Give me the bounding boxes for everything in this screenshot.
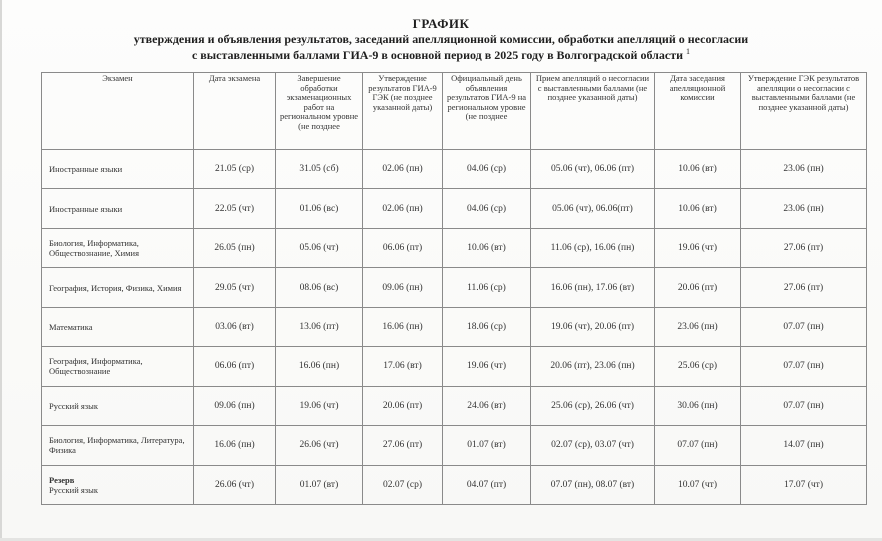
cell-announcement: 04.07 (пт): [443, 465, 531, 505]
cell-commission: 10.06 (вт): [655, 150, 741, 189]
exam-subjects: География, История, Физика, Химия: [49, 282, 182, 293]
reserve-label: Резерв: [49, 474, 75, 485]
column-header-exam: Экзамен: [42, 73, 194, 150]
exam-subjects: География, Информатика, Обществознание: [49, 356, 143, 377]
cell-exam-date: 26.06 (чт): [194, 465, 276, 505]
cell-approval: 09.06 (пн): [363, 268, 443, 307]
column-header-approval: Утверждение результатов ГИА-9 ГЭК (не позднее указанной даты): [363, 73, 443, 150]
cell-exam: [42, 150, 194, 189]
cell-exam: [42, 189, 194, 228]
cell-commission: 25.06 (ср): [655, 347, 741, 386]
exam-subjects: Математика: [49, 321, 93, 332]
table-row: [42, 307, 867, 346]
cell-announcement: 04.06 (ср): [443, 189, 531, 228]
cell-exam-date: 29.05 (чт): [194, 268, 276, 307]
table-row: [42, 386, 867, 425]
exam-subjects: Русский язык: [49, 484, 98, 495]
cell-approval: 02.06 (пн): [363, 150, 443, 189]
cell-announcement: 01.07 (вт): [443, 426, 531, 465]
exam-subjects: Иностранные языки: [49, 164, 123, 175]
schedule-table: [41, 72, 867, 505]
cell-processing: 13.06 (пт): [276, 307, 363, 346]
cell-exam-date: 22.05 (чт): [194, 189, 276, 228]
title-block: [0, 16, 882, 63]
cell-commission: 20.06 (пт): [655, 268, 741, 307]
cell-processing: 08.06 (вс): [276, 268, 363, 307]
cell-commission: 30.06 (пн): [655, 386, 741, 425]
cell-exam: [42, 465, 194, 505]
cell-exam: [42, 268, 194, 307]
table-row: [42, 189, 867, 228]
cell-appeals: 02.07 (ср), 03.07 (чт): [531, 426, 655, 465]
cell-approval: 20.06 (пт): [363, 386, 443, 425]
table-row: [42, 426, 867, 465]
schedule-table-body: [42, 150, 867, 505]
cell-gek-approval: 07.07 (пн): [741, 347, 867, 386]
exam-subjects: Иностранные языки: [49, 203, 123, 214]
cell-appeals: 25.06 (ср), 26.06 (чт): [531, 386, 655, 425]
footnote-marker: 1: [686, 47, 691, 56]
column-header-commission: Дата заседания апелляционной комиссии: [655, 73, 741, 150]
cell-appeals: 16.06 (пн), 17.06 (вт): [531, 268, 655, 307]
cell-commission: 23.06 (пн): [655, 307, 741, 346]
cell-gek-approval: 23.06 (пн): [741, 189, 867, 228]
cell-processing: 26.06 (чт): [276, 426, 363, 465]
cell-processing: 31.05 (сб): [276, 150, 363, 189]
cell-commission: 10.07 (чт): [655, 465, 741, 505]
cell-approval: 17.06 (вт): [363, 347, 443, 386]
cell-processing: 19.06 (чт): [276, 386, 363, 425]
cell-processing: 16.06 (пн): [276, 347, 363, 386]
cell-approval: 27.06 (пт): [363, 426, 443, 465]
cell-commission: 19.06 (чт): [655, 228, 741, 267]
cell-exam-date: 16.06 (пн): [194, 426, 276, 465]
cell-approval: 02.07 (ср): [363, 465, 443, 505]
cell-exam: [42, 347, 194, 386]
cell-gek-approval: 14.07 (пн): [741, 426, 867, 465]
cell-exam-date: 03.06 (вт): [194, 307, 276, 346]
document-title: ГРАФИК: [412, 16, 470, 31]
cell-announcement: 24.06 (вт): [443, 386, 531, 425]
cell-exam: [42, 307, 194, 346]
cell-exam-date: 26.05 (пн): [194, 228, 276, 267]
document-subtitle-line-1: утверждения и объявления результатов, заседаний апелляционной комиссии, обработки апелляций о несогласии: [133, 32, 749, 46]
cell-appeals: 19.06 (чт), 20.06 (пт): [531, 307, 655, 346]
exam-subjects: Русский язык: [49, 400, 98, 411]
cell-commission: 07.07 (пн): [655, 426, 741, 465]
cell-announcement: 11.06 (ср): [443, 268, 531, 307]
cell-processing: 05.06 (чт): [276, 228, 363, 267]
cell-gek-approval: 23.06 (пн): [741, 150, 867, 189]
column-header-gek-approval: Утверждение ГЭК результатов апелляции о несогласии с выставленными баллами (не позднее указанной даты): [741, 73, 867, 150]
exam-subjects: Биология, Информатика, Литература, Физика: [49, 435, 185, 456]
cell-gek-approval: 07.07 (пн): [741, 307, 867, 346]
cell-exam: [42, 386, 194, 425]
cell-gek-approval: 07.07 (пн): [741, 386, 867, 425]
cell-processing: 01.06 (вс): [276, 189, 363, 228]
cell-approval: 16.06 (пн): [363, 307, 443, 346]
column-header-processing: Завершение обработки экзаменационных работ на региональном уровне (не позднее: [276, 73, 363, 150]
exam-subjects: Биология, Информатика, Обществознание, Химия: [49, 238, 140, 259]
cell-announcement: 10.06 (вт): [443, 228, 531, 267]
column-header-exam-date: Дата экзамена: [194, 73, 276, 150]
table-header-row: [42, 73, 867, 150]
cell-approval: 06.06 (пт): [363, 228, 443, 267]
cell-announcement: 18.06 (ср): [443, 307, 531, 346]
cell-gek-approval: 27.06 (пт): [741, 268, 867, 307]
cell-appeals: 07.07 (пн), 08.07 (вт): [531, 465, 655, 505]
cell-processing: 01.07 (вт): [276, 465, 363, 505]
cell-exam-date: 06.06 (пт): [194, 347, 276, 386]
cell-appeals: 05.06 (чт), 06.06 (пт): [531, 150, 655, 189]
cell-exam-date: 21.05 (ср): [194, 150, 276, 189]
cell-exam: [42, 228, 194, 267]
cell-appeals: 20.06 (пт), 23.06 (пн): [531, 347, 655, 386]
cell-gek-approval: 17.07 (чт): [741, 465, 867, 505]
cell-announcement: 19.06 (чт): [443, 347, 531, 386]
cell-announcement: 04.06 (ср): [443, 150, 531, 189]
column-header-appeals: Прием апелляций о несогласии с выставленными баллами (не позднее указанной даты): [531, 73, 655, 150]
column-header-announcement: Официальный день объявления результатов ГИА-9 на региональном уровне (не позднее: [443, 73, 531, 150]
cell-commission: 10.06 (вт): [655, 189, 741, 228]
cell-exam-date: 09.06 (пн): [194, 386, 276, 425]
cell-appeals: 11.06 (ср), 16.06 (пн): [531, 228, 655, 267]
table-row: [42, 150, 867, 189]
table-row: [42, 268, 867, 307]
cell-approval: 02.06 (пн): [363, 189, 443, 228]
table-row: [42, 347, 867, 386]
cell-exam: [42, 426, 194, 465]
table-row: [42, 228, 867, 267]
cell-appeals: 05.06 (чт), 06.06(пт): [531, 189, 655, 228]
cell-gek-approval: 27.06 (пт): [741, 228, 867, 267]
document-subtitle-line-2: [0, 48, 882, 63]
table-row: [42, 465, 867, 505]
subtitle-line-2-text: с выставленными баллами ГИА-9 в основной период в 2025 году в Волгоградской области: [191, 48, 684, 62]
scan-edge: [0, 0, 2, 541]
